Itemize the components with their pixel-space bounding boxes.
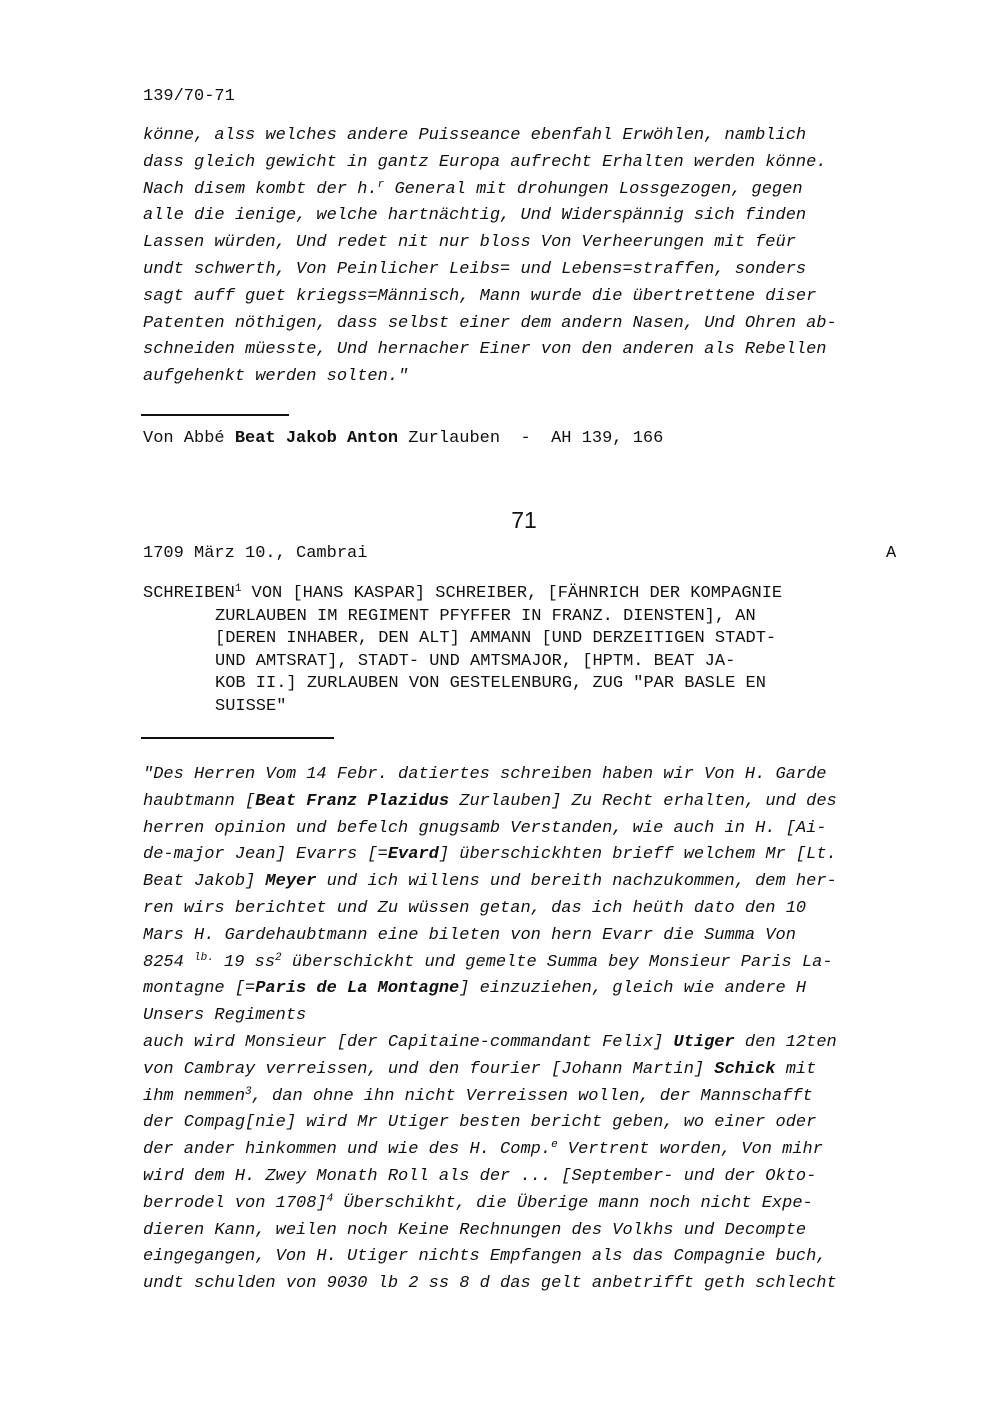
letter-line: der ander hinkommen und wie des H. Comp.$^e$ Vertrent worden, Von mihr: [143, 1139, 823, 1160]
letter-line: Unsers Regiments: [143, 1006, 307, 1026]
letter-line: haubtmann [Beat Franz Plazidus Zurlauben] Zu Recht erhalten, und des: [143, 791, 837, 811]
quote-line: sagt auff guet kriegss=Männisch, Mann wurde die übertrettene diser: [143, 286, 817, 306]
letter-line: auch wird Monsieur [der Capitaine-commandant Felix] Utiger den 12ten: [143, 1032, 837, 1052]
quote-line: undt schwerth, Von Peinlicher Leibs= und Lebens=straffen, sonders: [143, 259, 807, 279]
date-place-line: 1709 März 10., Cambrai: [143, 544, 368, 563]
letter-line: 8254 $^{lb.}$ 19 $ss^2$ überschickht und gemelte Summa bey Monsieur Paris La-: [143, 951, 833, 972]
quote-line: alle die ienige, welche hartnächtig, Und Widerspännig sich finden: [143, 206, 807, 226]
letter-line: wird dem H. Zwey Monath Roll als der ... [September- und der Okto-: [143, 1166, 817, 1186]
document-type-marker: A: [886, 544, 897, 563]
letter-text: [143, 762, 923, 1298]
separator-rule: [141, 414, 289, 416]
heading-line: UND AMTSRAT], STADT- UND AMTSMAJOR, [HPTM. BEAT JA-: [215, 651, 736, 671]
letter-line: de-major Jean] Evarrs [=Evard] überschickhten brieff welchem Mr [Lt.: [143, 845, 837, 865]
letter-line: undt schulden von 9030 lb 2 ss 8 d das gelt anbetrifft geth schlecht: [143, 1274, 837, 1294]
letter-line: Beat Jakob] Meyer und ich willens und bereith nachzukommen, dem her-: [143, 872, 837, 892]
heading-line: SUISSE": [215, 696, 287, 716]
letter-line: eingegangen, Von H. Utiger nichts Empfangen als das Compagnie buch,: [143, 1247, 827, 1267]
quote-line: Patenten nöthigen, dass selbst einer dem andern Nasen, Und Ohren ab-: [143, 313, 837, 333]
letter-line: ren wirs berichtet und Zu wüssen getan, das ich heüth dato den 10: [143, 898, 807, 918]
source-attribution: Von Abbé Beat Jakob Anton Zurlauben - AH 139, 166: [143, 429, 664, 448]
letter-line: ihm nemmen$^3$, dan ohne ihn nicht Verreissen wollen, der Mannschafft: [143, 1085, 813, 1106]
quote-line: schneiden müesste, Und hernacher Einer von den anderen als Rebellen: [143, 340, 827, 360]
quote-continuation: [143, 123, 913, 391]
separator-rule: [141, 737, 334, 739]
quote-line: dass gleich gewicht in gantz Europa aufrecht Erhalten werden könne.: [143, 152, 827, 172]
quote-line: Lassen würden, Und redet nit nur bloss Von Verheerungen mit feür: [143, 233, 796, 253]
quote-line: aufgehenkt werden solten.": [143, 367, 409, 387]
document-number: 71: [511, 507, 537, 533]
heading-line: KOB II.] ZURLAUBEN VON GESTELENBURG, ZUG "PAR BASLE EN: [215, 674, 766, 694]
letter-line: herren opinion und befelch gnugsamb Verstanden, wie auch in H. [Ai-: [143, 818, 827, 838]
quote-line: könne, alss welches andere Puisseance ebenfahl Erwöhlen, namblich: [143, 126, 807, 145]
heading-line: SCHREIBEN$^1$ VON [HANS KASPAR] SCHREIBER, [FÄHNRICH DER KOMPAGNIE: [143, 583, 783, 603]
letter-line: der Compag[nie] wird Mr Utiger besten bericht geben, wo einer oder: [143, 1113, 817, 1133]
letter-line: dieren Kann, weilen noch Keine Rechnungen des Volkhs und Decompte: [143, 1220, 807, 1240]
letter-line: "Des Herren Vom 14 Febr. datiertes schreiben haben wir Von H. Garde: [143, 765, 827, 784]
heading-line: [DEREN INHABER, DEN ALT] AMMANN [UND DERZEITIGEN STADT-: [215, 629, 777, 649]
document-heading: [143, 583, 913, 719]
letter-line: von Cambray verreissen, und den fourier [Johann Martin] Schick mit: [143, 1059, 817, 1079]
quote-line: Nach disem kombt der h.$^r$ General mit drohungen Lossgezogen, gegen: [143, 178, 803, 199]
letter-line: montagne [=Paris de La Montagne] einzuziehen, gleich wie andere H: [143, 979, 807, 999]
letter-line: berrodel von 1708]$^4$ Überschikht, die Überige mann noch nicht Expe-: [143, 1192, 813, 1213]
page-reference: 139/70-71: [143, 87, 235, 106]
footnote-marker: 1: [234, 583, 242, 595]
letter-line: Mars H. Gardehaubtmann eine bileten von hern Evarr die Summa Von: [143, 925, 796, 945]
heading-line: ZURLAUBEN IM REGIMENT PFYFFER IN FRANZ. DIENSTEN], AN: [215, 606, 756, 626]
